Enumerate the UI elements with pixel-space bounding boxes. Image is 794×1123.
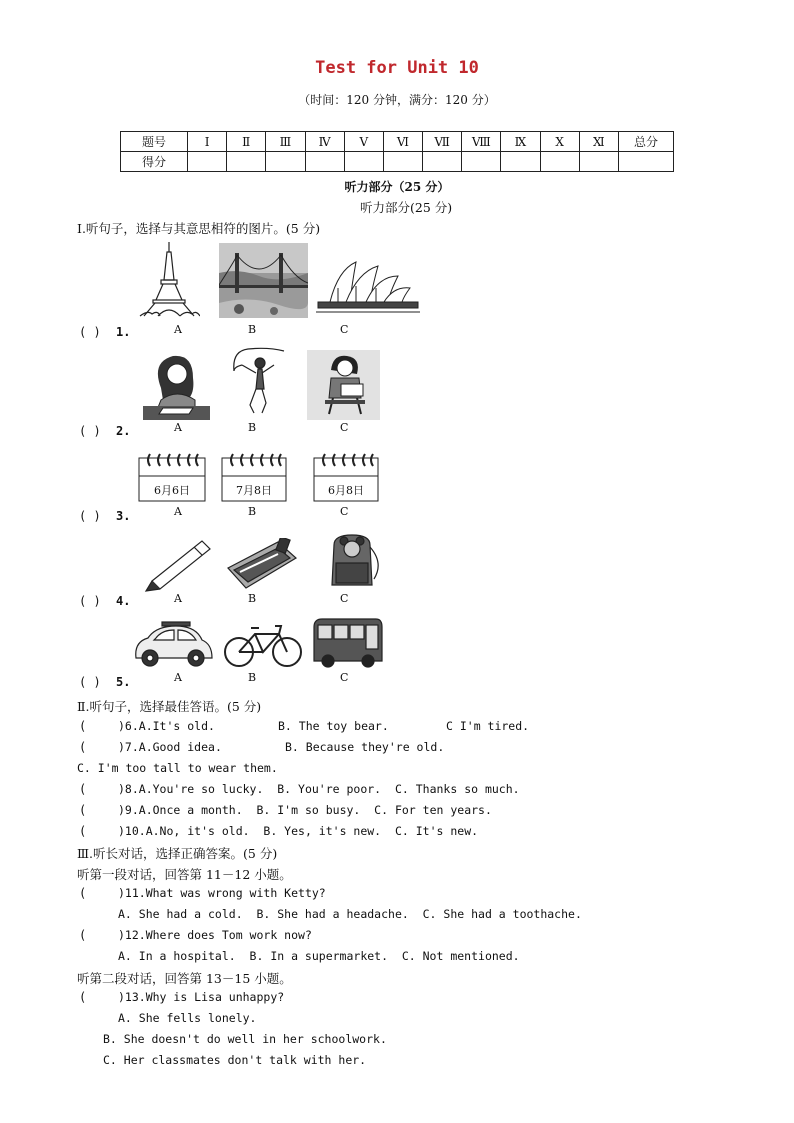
option-letter: B [248,505,257,518]
score-table-header-row [121,132,674,152]
question-11 [118,886,326,900]
option-letter: A [174,505,182,518]
score-cell[interactable] [540,152,579,172]
bicycle-icon [223,620,303,668]
options: A. She had a cold. B. She had a headache. C. She had a toothache. [118,907,582,921]
option-a: A. She fells lonely. [118,1011,257,1025]
option-c: C. I'm too tall to wear them. [77,761,278,775]
option-letter: A [174,592,182,605]
answer-blank[interactable]: ( ) [79,675,101,689]
question-6 [118,719,215,733]
option-b: B. She doesn't do well in her schoolwork. [103,1032,387,1046]
option-c: C. Her classmates don't talk with her. [103,1053,367,1067]
score-cell[interactable] [383,152,422,172]
girl-sitting-icon [307,350,380,420]
option-letter: B [248,671,257,684]
score-table [120,131,674,172]
golden-gate-bridge-icon [219,243,308,318]
answer-blank[interactable]: ( [79,824,87,838]
eiffel-tower-icon [138,240,200,320]
question-number: 1. [116,325,131,339]
pen-icon [142,537,212,593]
backpack-icon [326,533,384,588]
question-7 [118,740,222,754]
option-letter: C [340,671,349,684]
option-c: C I'm tired. [446,719,530,733]
score-cell[interactable] [344,152,383,172]
question-number: )13. [118,990,146,1004]
question-number: 3. [116,509,131,523]
option-letter: C [340,505,349,518]
option-letter: A [174,671,182,684]
bus-icon [312,617,384,669]
calendar-icon [221,452,287,502]
answer-blank[interactable]: ( ) [79,325,101,339]
score-cell[interactable] [619,152,674,172]
option-letter: B [248,592,257,605]
table-cell: Ⅱ [227,132,266,152]
answer-blank[interactable]: ( ) [79,594,101,608]
page-title: Test for Unit 10 [315,58,479,78]
question-text: What was wrong with Ketty? [145,886,326,900]
section-heading: 听力部分(25 分) [360,200,453,215]
option-letter: C [340,323,349,336]
table-cell: 得分 [121,152,188,172]
question-number: )6. [118,719,139,733]
question-12 [118,928,312,942]
option-a: A.It's old. [138,719,215,733]
girl-writing-icon [143,350,210,420]
option-a: A.Good idea. [138,740,222,754]
table-cell: Ⅺ [579,132,618,152]
question-number: )8. [118,782,139,796]
question-number: )10. [118,824,146,838]
calendar-date: 6月6日 [154,484,190,497]
answer-blank[interactable]: ( ) [79,509,101,523]
exam-info: （时间：120 分钟，满分：120 分） [298,93,496,107]
options: A.You're so lucky. B. You're poor. C. Thanks so much. [138,782,520,796]
question-number: )11. [118,886,146,900]
calendar-date: 7月8日 [236,484,272,497]
table-cell: 题号 [121,132,188,152]
question-number: )7. [118,740,139,754]
table-cell: 总分 [619,132,674,152]
answer-blank[interactable]: ( [79,740,87,754]
option-letter: A [174,323,182,336]
score-cell[interactable] [579,152,618,172]
part1-instruction: Ⅰ.听句子，选择与其意思相符的图片。(5 分) [77,221,321,236]
calendar-icon [313,452,379,502]
question-number: )12. [118,928,146,942]
answer-blank[interactable]: ( [79,719,87,733]
table-cell: Ⅰ [188,132,227,152]
option-letter: C [340,592,349,605]
option-letter: C [340,421,349,434]
score-cell[interactable] [266,152,305,172]
table-cell: Ⅷ [462,132,501,152]
score-cell[interactable] [462,152,501,172]
part3-instruction: Ⅲ.听长对话，选择正确答案。(5 分) [77,846,278,861]
pencil-case-icon [224,538,300,594]
question-8 [118,782,520,796]
score-cell[interactable] [227,152,266,172]
sydney-opera-house-icon [316,258,420,316]
question-number: 4. [116,594,131,608]
score-cell[interactable] [423,152,462,172]
dialog-intro: 听第一段对话，回答第 11－12 小题。 [77,867,292,882]
calendar-date: 6月8日 [328,484,364,497]
answer-blank[interactable]: ( ) [79,424,101,438]
dialog-intro: 听第二段对话，回答第 13－15 小题。 [77,971,292,986]
calendar-icon [138,452,206,502]
question-text: Where does Tom work now? [145,928,312,942]
score-cell[interactable] [501,152,540,172]
option-letter: B [248,421,257,434]
answer-blank[interactable]: ( [79,803,87,817]
table-cell: Ⅲ [266,132,305,152]
question-10 [118,824,478,838]
question-13 [118,990,284,1004]
table-cell: Ⅳ [305,132,344,152]
table-cell: Ⅹ [540,132,579,152]
car-icon [132,620,214,668]
answer-blank[interactable]: ( [79,782,87,796]
option-letter: A [174,421,182,434]
score-cell[interactable] [188,152,227,172]
answer-blank[interactable]: ( [79,990,87,1004]
table-cell: Ⅶ [423,132,462,152]
table-cell: Ⅵ [383,132,422,152]
score-table-score-row [121,152,674,172]
options: A.Once a month. B. I'm so busy. C. For ten years. [138,803,492,817]
score-cell[interactable] [305,152,344,172]
question-number: 2. [116,424,131,438]
answer-blank[interactable]: ( [79,928,87,942]
question-text: Why is Lisa unhappy? [145,990,285,1004]
question-number: )9. [118,803,139,817]
skipping-rope-icon [228,347,288,419]
answer-blank[interactable]: ( [79,886,87,900]
question-number: 5. [116,675,131,689]
question-9 [118,803,492,817]
table-cell: Ⅴ [344,132,383,152]
table-cell: Ⅸ [501,132,540,152]
section-heading: 听力部分（25 分） [344,180,450,194]
part2-instruction: Ⅱ.听句子，选择最佳答语。(5 分) [77,699,262,714]
options: A. In a hospital. B. In a supermarket. C. Not mentioned. [118,949,520,963]
option-letter: B [248,323,257,336]
option-b: B. Because they're old. [285,740,445,754]
option-b: B. The toy bear. [278,719,389,733]
options: A.No, it's old. B. Yes, it's new. C. It's new. [145,824,479,838]
